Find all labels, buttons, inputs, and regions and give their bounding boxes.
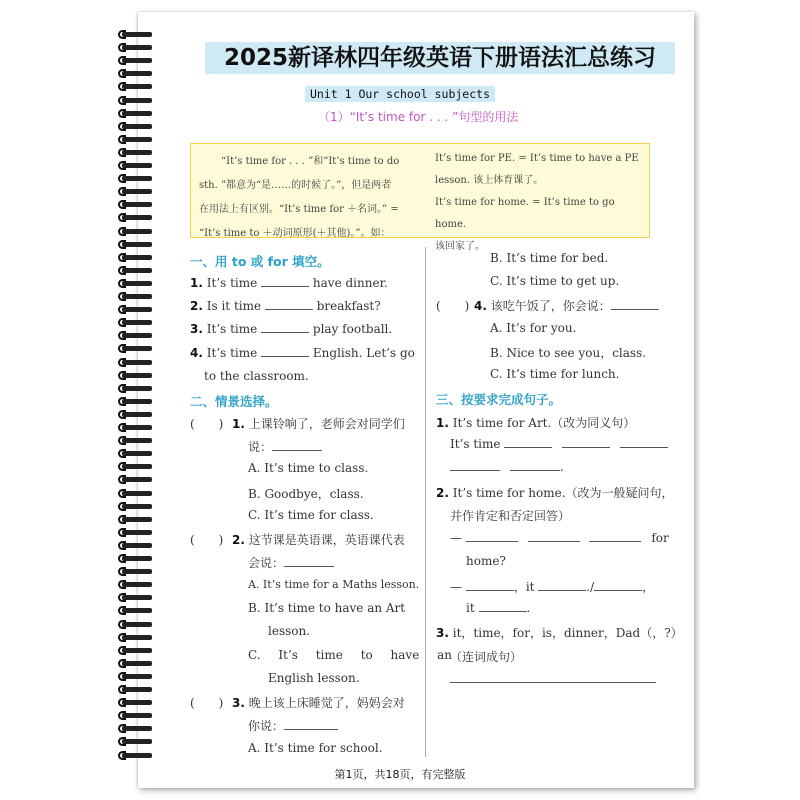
answer-paren[interactable]: ( ) <box>190 533 224 547</box>
question-text: 晚上该上床睡觉了，妈妈会对 <box>248 696 405 710</box>
binding-ring <box>118 122 156 131</box>
binding-ring <box>118 685 156 694</box>
binding-ring <box>118 292 156 301</box>
binding-ring <box>118 240 156 249</box>
binding-ring <box>118 423 156 432</box>
binding-ring <box>118 698 156 707</box>
s3-q3-cont: （连词成句） <box>450 650 523 664</box>
s3-q2-cont: 并作肯定和否定回答） <box>450 509 571 523</box>
binding-ring <box>118 567 156 576</box>
binding-ring <box>118 213 156 222</box>
punctuation: ， <box>642 580 655 594</box>
answer-blank[interactable] <box>450 672 656 683</box>
s2-q2 <box>232 531 405 548</box>
binding-ring <box>118 161 156 170</box>
item-number: 2. <box>232 533 245 547</box>
binding-ring <box>118 305 156 314</box>
question-text: It’s time <box>450 437 501 451</box>
s3-q2-answer-line-2 <box>450 578 654 595</box>
grammar-note-box <box>190 143 650 252</box>
binding-ring <box>118 344 156 353</box>
answer-blank[interactable] <box>538 580 586 591</box>
answer-blank[interactable] <box>466 531 518 542</box>
item-number: 2. <box>190 299 203 313</box>
item-text: It’s time <box>206 276 258 290</box>
binding-ring <box>118 410 156 419</box>
s2-q2-option-c: C. It’s time to have an <box>248 648 453 662</box>
binding-ring <box>118 358 156 367</box>
binding-ring <box>118 593 156 602</box>
note-right-text <box>435 148 645 258</box>
binding-ring <box>118 580 156 589</box>
answer-paren[interactable]: ( ) <box>190 417 224 431</box>
binding-ring <box>118 554 156 563</box>
question-text: It’s time for home.（改为一般疑问句， <box>452 486 674 500</box>
binding-ring <box>118 43 156 52</box>
s2-q1-option-a: A. It’s time to class. <box>248 461 369 475</box>
binding-ring <box>118 711 156 720</box>
binding-ring <box>118 724 156 733</box>
answer-blank[interactable] <box>594 580 642 591</box>
punctuation: . <box>559 460 564 474</box>
s2-q3-option-c: C. It’s time to get up. <box>490 274 620 288</box>
binding-ring <box>118 174 156 183</box>
answer-blank[interactable] <box>272 440 322 451</box>
binding-ring <box>118 620 156 629</box>
item-number: 3. <box>436 626 449 640</box>
binding-ring <box>118 489 156 498</box>
question-text: for <box>651 531 669 545</box>
answer-blank[interactable] <box>261 276 309 287</box>
note-left-line: 在用法上有区别。“It’s time for ＋名词。” = <box>199 204 399 215</box>
binding-ring <box>118 515 156 524</box>
answer-blank[interactable] <box>504 437 552 448</box>
answer-blank[interactable] <box>562 437 610 448</box>
binding-ring <box>118 751 156 760</box>
binding-ring <box>118 30 156 39</box>
question-text: 你说： <box>248 719 285 733</box>
binding-ring <box>118 462 156 471</box>
dash: — <box>450 580 462 594</box>
binding-ring <box>118 436 156 445</box>
binding-ring <box>118 659 156 668</box>
binding-ring <box>118 449 156 458</box>
s2-q3-option-a: A. It’s time for school. <box>248 741 383 755</box>
binding-ring <box>118 187 156 196</box>
item-number: 2. <box>436 486 449 500</box>
item-number: 1. <box>232 417 245 431</box>
question-text: it，time，for，is，dinner，Dad（，?） <box>452 626 683 640</box>
binding-ring <box>118 135 156 144</box>
note-right-line: lesson. 该上体育课了。 <box>435 175 544 186</box>
binding-ring <box>118 384 156 393</box>
note-right-line: 该回家了。 <box>435 241 485 252</box>
s2-q2-option-b: B. It’s time to have an Art <box>248 601 406 615</box>
question-text: 上课铃响了，老师会对同学们 <box>248 417 405 431</box>
binding-ring <box>118 737 156 746</box>
question-text: It’s time for Art.（改为同义句） <box>452 416 636 430</box>
s2-q2-option-a: A. It’s time for a Maths lesson. <box>248 578 420 591</box>
binding-ring <box>118 528 156 537</box>
note-right-line: It’s time for home. = It’s time to go home. <box>435 197 615 230</box>
s3-q2-answer-line-1 <box>450 531 669 545</box>
s2-q4-option-c: C. It’s time for lunch. <box>490 367 620 381</box>
binding-ring <box>118 69 156 78</box>
binding-ring <box>118 279 156 288</box>
item-number: 1. <box>436 416 449 430</box>
s2-q2-option-c-cont: English lesson. <box>268 671 360 685</box>
binding-ring <box>118 200 156 209</box>
s3-q1 <box>436 414 635 431</box>
binding-ring <box>118 56 156 65</box>
note-left-line: “It’s time to ＋动词原形(＋其他)。”。如： <box>199 228 391 239</box>
punctuation: ./ <box>586 580 595 594</box>
binding-ring <box>118 371 156 380</box>
s2-q4-option-a: A. It’s for you. <box>490 321 577 335</box>
item-number: 1. <box>190 276 203 290</box>
s2-q2-option-b-cont: lesson. <box>268 624 311 638</box>
item-text: have dinner. <box>312 276 388 290</box>
page-title: 2025新译林四年级英语下册语法汇总练习 <box>205 42 675 74</box>
s3-q3-answer-line <box>450 672 656 686</box>
s2-q2-cont <box>248 554 334 571</box>
item-text: It’s time <box>206 346 258 360</box>
binding-ring <box>118 541 156 550</box>
s2-q1-option-b: B. Goodbye，class. <box>248 487 364 501</box>
answer-blank[interactable] <box>479 601 527 612</box>
answer-blank[interactable] <box>284 556 334 567</box>
binding-ring <box>118 606 156 615</box>
punctuation: . <box>526 601 531 615</box>
s1-item-2 <box>190 299 381 313</box>
unit-heading: Unit 1 Our school subjects <box>305 86 495 102</box>
binding-ring <box>118 397 156 406</box>
section-2-heading: 二、情景选择。 <box>190 394 278 409</box>
section-1-heading: 一、用 to 或 for 填空。 <box>190 254 330 269</box>
binding-ring <box>118 227 156 236</box>
question-text: 说： <box>248 440 273 454</box>
answer-blank[interactable] <box>466 580 514 591</box>
s2-q3-option-b: B. It’s time for bed. <box>490 251 609 265</box>
note-left-line: sth. ”都意为“是……的时候了。”，但是两者 <box>199 180 392 191</box>
s2-q3-cont <box>248 717 338 734</box>
s3-q2-answer-line-3 <box>466 601 530 615</box>
s1-item-4 <box>190 346 415 360</box>
binding-ring <box>118 82 156 91</box>
binding-ring <box>118 109 156 118</box>
spiral-binding <box>118 30 158 770</box>
answer-blank[interactable] <box>261 322 309 333</box>
answer-blank[interactable] <box>611 299 659 310</box>
page-footer: 第1页，共18页，有完整版 <box>334 768 466 781</box>
note-right-line: It’s time for PE. = It’s time to have a PE <box>435 153 639 164</box>
answer-blank[interactable] <box>261 346 309 357</box>
s2-q1 <box>232 415 405 432</box>
question-text: 会说： <box>248 556 285 570</box>
question-text: ，it <box>513 580 535 594</box>
section-3-heading: 三、按要求完成句子。 <box>436 392 562 407</box>
note-left-text <box>199 150 419 246</box>
binding-ring <box>118 331 156 340</box>
s3-q1-answer-line-1 <box>450 437 668 451</box>
item-number: 4. <box>190 346 203 360</box>
answer-blank[interactable] <box>620 437 668 448</box>
answer-blank[interactable] <box>510 460 560 471</box>
item-text: English. Let’s go <box>312 346 415 360</box>
binding-ring <box>118 148 156 157</box>
item-text: Is it time <box>206 299 262 313</box>
binding-ring <box>118 502 156 511</box>
item-text: play football. <box>312 322 393 336</box>
s1-item-4-cont: to the classroom. <box>204 369 309 383</box>
s2-q4-option-b: B. Nice to see you，class. <box>490 346 647 360</box>
question-text: it <box>466 601 475 615</box>
dash: — <box>450 531 462 545</box>
answer-blank[interactable] <box>265 299 313 310</box>
note-left-line: “It’s time for . . . ”和“It’s time to do <box>221 156 400 167</box>
s2-q4 <box>474 297 659 314</box>
s3-q2 <box>436 484 674 501</box>
binding-ring <box>118 475 156 484</box>
binding-ring <box>118 96 156 105</box>
answer-blank[interactable] <box>589 531 641 542</box>
binding-ring <box>118 318 156 327</box>
item-text: It’s time <box>206 322 258 336</box>
grammar-point-heading: （1）“It’s time for . . . ”句型的用法 <box>318 110 519 124</box>
answer-paren[interactable]: ( ) <box>436 299 470 313</box>
item-number: 3. <box>232 696 245 710</box>
binding-ring <box>118 672 156 681</box>
item-text: breakfast? <box>316 299 381 313</box>
binding-ring <box>118 633 156 642</box>
s2-q3 <box>232 694 405 711</box>
question-text: 这节课是英语课，英语课代表 <box>248 533 405 547</box>
answer-blank[interactable] <box>284 719 338 730</box>
binding-ring <box>118 266 156 275</box>
question-text: 该吃午饭了，你会说： <box>490 299 611 313</box>
column-divider <box>425 247 426 757</box>
s1-item-1 <box>190 276 388 290</box>
binding-ring <box>118 253 156 262</box>
binding-ring <box>118 646 156 655</box>
answer-blank[interactable] <box>450 460 500 471</box>
s3-q2-home: home? <box>466 554 506 568</box>
s3-q3 <box>436 624 683 641</box>
item-number: 4. <box>474 299 487 313</box>
answer-paren[interactable]: ( ) <box>190 696 224 710</box>
item-number: 3. <box>190 322 203 336</box>
s2-q1-cont <box>248 438 322 455</box>
s3-q1-answer-line-2 <box>450 460 564 474</box>
s1-item-3 <box>190 322 392 336</box>
answer-blank[interactable] <box>528 531 580 542</box>
s2-q1-option-c: C. It’s time for class. <box>248 508 374 522</box>
